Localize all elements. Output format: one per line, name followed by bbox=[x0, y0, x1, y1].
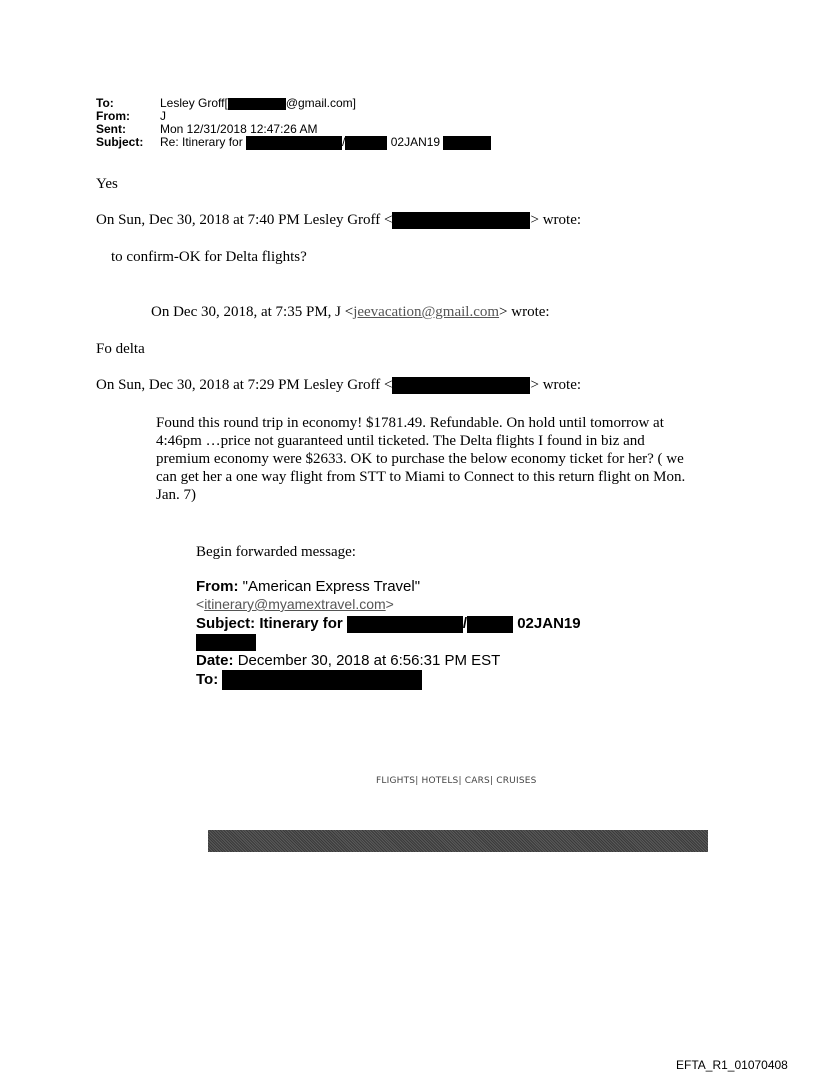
forward-begin: Begin forwarded message: bbox=[196, 544, 356, 560]
sent-label: Sent: bbox=[96, 122, 126, 136]
quote3-body: Found this round trip in economy! $1781.49. Refundable. On hold until tomorrow at 4:46pm …price not guaranteed until ticketed. The Delta flights I found in biz and premium economy were $2633. OK to purchase the below economy ticket for her? ( we can get her a one way flight from STT to Miami to Connect to this return flight on Mon. Jan. 7) bbox=[156, 415, 686, 503]
redaction-box bbox=[228, 98, 286, 110]
travel-nav-links[interactable]: FLIGHTS| HOTELS| CARS| CRUISES bbox=[376, 776, 537, 786]
to-name: Lesley Groff[ bbox=[160, 96, 228, 110]
banner-image bbox=[208, 830, 708, 852]
to-label: To: bbox=[96, 96, 114, 110]
forward-subject-row bbox=[196, 615, 581, 633]
redaction-box bbox=[222, 670, 422, 690]
from-value: J bbox=[160, 109, 166, 123]
redaction-box bbox=[443, 136, 491, 150]
quote3-wrote: > wrote: bbox=[530, 377, 582, 393]
quote2-email-link[interactable]: jeevacation@gmail.com bbox=[353, 304, 500, 320]
sent-value: Mon 12/31/2018 12:47:26 AM bbox=[160, 122, 318, 136]
quote3-header bbox=[96, 376, 581, 394]
forward-email-link[interactable]: itinerary@myamextravel.com bbox=[204, 596, 386, 612]
quote2-header bbox=[151, 303, 550, 321]
redaction-box bbox=[467, 616, 513, 633]
forward-date-label: Date: bbox=[196, 652, 234, 669]
document-id: EFTA_R1_01070408 bbox=[676, 1058, 788, 1072]
forward-date-value: December 30, 2018 at 6:56:31 PM EST bbox=[237, 652, 501, 669]
forward-from-label: From: bbox=[196, 578, 239, 595]
quote2-wrote: > wrote: bbox=[499, 304, 550, 320]
subject-date: 02JAN19 bbox=[390, 135, 441, 150]
forward-subject-slash: / bbox=[462, 615, 468, 632]
forward-email-row bbox=[196, 596, 394, 613]
subject-label: Subject: bbox=[96, 135, 144, 150]
to-domain: @gmail.com] bbox=[285, 96, 357, 110]
forward-date-row bbox=[196, 652, 500, 669]
subject-slash: / bbox=[342, 135, 346, 150]
redaction-box bbox=[246, 136, 342, 150]
forward-subject-date: 02JAN19 bbox=[517, 615, 581, 632]
forward-email-close: > bbox=[385, 596, 394, 612]
quote3-intro: On Sun, Dec 30, 2018 at 7:29 PM Lesley Groff < bbox=[96, 377, 393, 393]
reply-yes: Yes bbox=[96, 176, 118, 192]
from-label: From: bbox=[96, 109, 130, 123]
forward-from-row bbox=[196, 578, 420, 595]
header-to-row bbox=[96, 97, 356, 110]
forward-to-row bbox=[196, 670, 422, 690]
quote2-intro: On Dec 30, 2018, at 7:35 PM, J < bbox=[151, 304, 354, 320]
redaction-box bbox=[392, 212, 530, 229]
quote1-wrote: > wrote: bbox=[530, 212, 582, 228]
redaction-box bbox=[347, 616, 463, 633]
quote1-intro: On Sun, Dec 30, 2018 at 7:40 PM Lesley Groff < bbox=[96, 212, 393, 228]
forward-to-label: To: bbox=[196, 670, 219, 688]
subject-prefix: Re: Itinerary for bbox=[160, 135, 243, 150]
forward-email-open: < bbox=[196, 596, 205, 612]
forward-subject-label: Subject: Itinerary for bbox=[196, 615, 343, 632]
quote2-body: Fo delta bbox=[96, 341, 145, 357]
quote1-body: to confirm-OK for Delta flights? bbox=[111, 249, 307, 265]
redaction-box bbox=[345, 136, 387, 150]
quote1-header bbox=[96, 211, 581, 229]
header-sent-row bbox=[96, 123, 317, 136]
redaction-box bbox=[392, 377, 530, 394]
forward-from-value: "American Express Travel" bbox=[242, 578, 421, 595]
redaction-box bbox=[196, 634, 256, 651]
header-subject-row bbox=[96, 136, 491, 150]
